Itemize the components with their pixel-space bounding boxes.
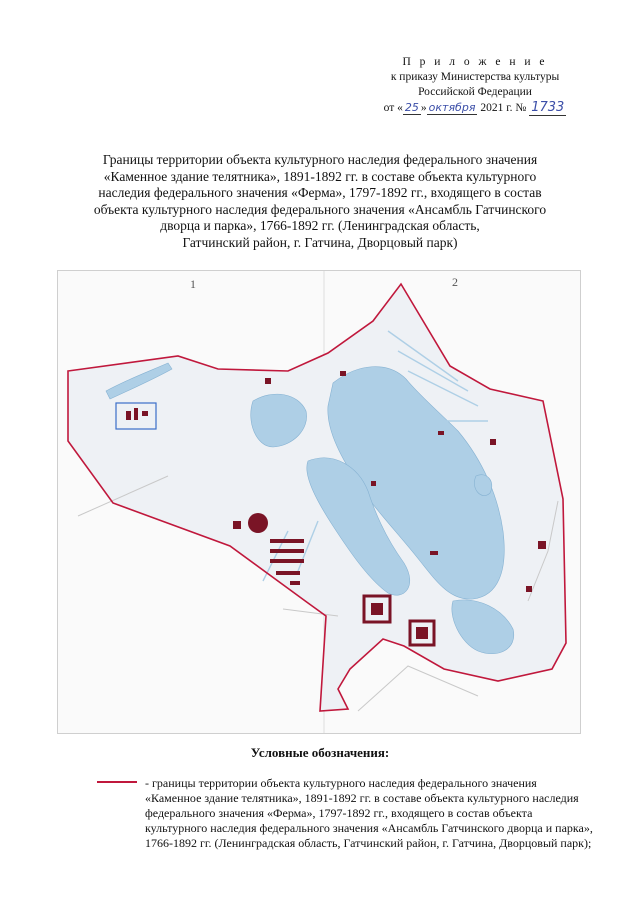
palace-core bbox=[371, 603, 383, 615]
building bbox=[430, 551, 438, 555]
building bbox=[126, 411, 131, 420]
legend-boundary-swatch bbox=[97, 781, 137, 783]
appendix-heading: П р и л о ж е н и е bbox=[402, 56, 548, 68]
palace-core bbox=[416, 627, 428, 639]
handwritten-month: октября bbox=[428, 101, 476, 114]
park-map bbox=[57, 270, 581, 734]
building-row bbox=[270, 549, 304, 553]
building bbox=[526, 586, 532, 592]
building bbox=[134, 408, 138, 420]
title-line: «Каменное здание телятника», 1891-1892 гг. в составе объекта культурного bbox=[103, 168, 537, 184]
building bbox=[340, 371, 346, 376]
date-suffix: 2021 г. № bbox=[480, 102, 527, 114]
title-line: Гатчинский район, г. Гатчина, Дворцовый парк) bbox=[182, 234, 458, 250]
handwritten-day: 25 bbox=[404, 101, 419, 114]
building bbox=[538, 541, 546, 549]
appendix-date-line bbox=[360, 100, 590, 116]
document-title bbox=[40, 152, 600, 251]
appendix-line-1: к приказу Министерства культуры bbox=[390, 71, 560, 83]
appendix-block bbox=[360, 55, 590, 116]
date-prefix: от « bbox=[383, 102, 403, 114]
legend-title: Условные обозначения: bbox=[250, 745, 390, 760]
sheet-label-1: 1 bbox=[190, 277, 196, 291]
legend-boundary-text: - границы территории объекта культурного наследия федерального значения «Каменное здание телятника», 1891-1892 гг. в составе объекта культурного наследия федерального значения «Ферма», 1797-1892 гг., входящего в состав объекта культурного наследия федерального значения «Ансамбль Гатчинского дворца и парка», 1766-1892 гг. (Ленинградская область, Гатчинский район, г. Гатчина, Дворцовый парк); bbox=[145, 776, 593, 850]
building bbox=[233, 521, 241, 529]
handwritten-number: 1733 bbox=[531, 100, 565, 115]
building bbox=[142, 411, 148, 416]
building-row bbox=[270, 559, 304, 563]
map-canvas bbox=[58, 271, 580, 733]
building bbox=[290, 581, 300, 585]
building-round-pavilion bbox=[248, 513, 268, 533]
building bbox=[371, 481, 376, 486]
date-mid: » bbox=[420, 102, 427, 114]
building bbox=[490, 439, 496, 445]
title-line: дворца и парка», 1766-1892 гг. (Ленинградская область, bbox=[160, 218, 480, 233]
building bbox=[265, 378, 271, 384]
sheet-label-2: 2 bbox=[452, 275, 458, 289]
title-line: объекта культурного наследия федерального значения «Ансамбль Гатчинского bbox=[93, 201, 547, 217]
building-row bbox=[276, 571, 300, 575]
title-line: наследия федерального значения «Ферма», 1797-1892 гг., входящего в состав bbox=[98, 185, 542, 200]
appendix-line-2: Российской Федерации bbox=[418, 86, 532, 98]
building bbox=[438, 431, 444, 435]
title-line: Границы территории объекта культурного наследия федерального значения bbox=[102, 152, 538, 167]
building-row bbox=[270, 539, 304, 543]
